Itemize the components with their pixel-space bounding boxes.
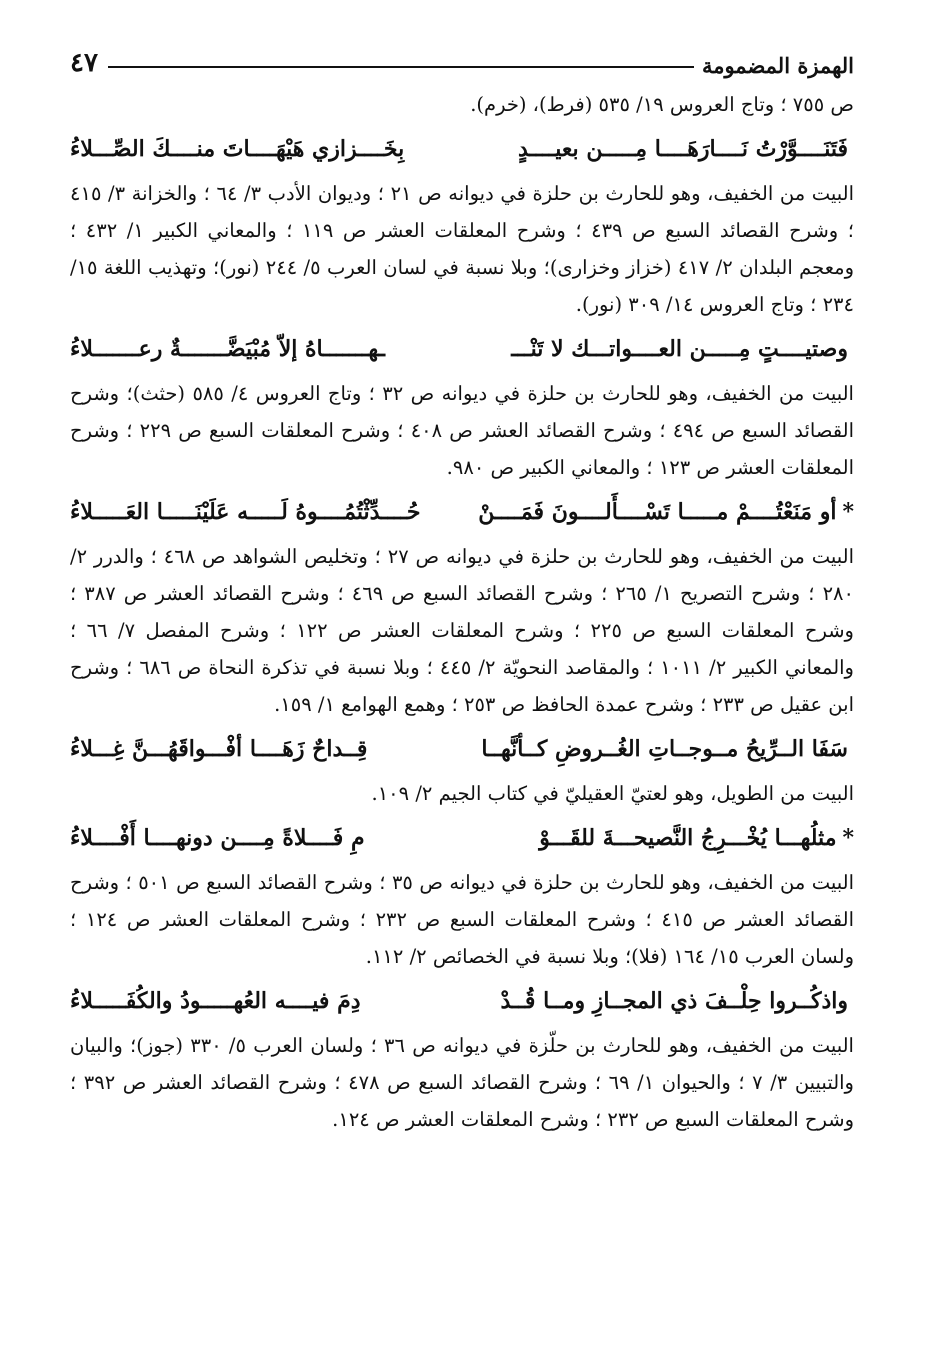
verse-entry — [70, 125, 854, 323]
verse-second-hemistich: دِمَ فيــــه العُهـــــودُ والكُفَـــــلاءُ — [70, 988, 361, 1014]
verse-second-hemistich: بِخَــــزازي هَيْهَــــاتَ منــــكَ الصِّـــلاءُ — [70, 136, 405, 162]
verse-second-hemistich: مِ فَــــلاةً مِــــن دونهــــا أَفْــــلاءُ — [70, 825, 365, 851]
star-marker: * — [842, 499, 854, 525]
verse-commentary: البيت من الخفيف، وهو للحارث بن حلزة في ديوانه ص ٢١ ؛ وديوان الأدب ٣/ ٦٤ ؛ والخزانة ٣/ ٤١٥ ؛ وشرح القصائد السبع ص ٤٣٩ ؛ وشرح المعلقات العشر ص ١١٩ ؛ والمعاني الكبير ١/ ٤٣٢ ؛ ومعجم البلدان ٢/ ٤١٧ (خزاز وخزارى)؛ وبلا نسبة في لسان العرب ٥/ ٢٤٤ (نور)؛ وتهذيب اللغة ١٥/ ٢٣٤ ؛ وتاج العروس ١٤/ ٣٠٩ (نور). — [70, 182, 855, 316]
verse-commentary: البيت من الخفيف، وهو للحارث بن حلزة في ديوانه ص ٢٧ ؛ وتخليص الشواهد ص ٤٦٨ ؛ والدرر ٢/ ٢٨٠ ؛ وشرح التصريح ١/ ٢٦٥ ؛ وشرح القصائد السبع ص ٤٦٩ ؛ وشرح القصائد العشر ص ٣٨٧ ؛ وشرح المعلقات السبع ص ٢٢٥ ؛ وشرح المعلقات العشر ص ١٢٢ ؛ وشرح المفصل ٧/ ٦٦ ؛ والمعاني الكبير ٢/ ١٠١١ ؛ والمقاصد النحويّة ٢/ ٤٤٥ ؛ وبلا نسبة في تذكرة النحاة ص ٦٨٦ ؛ وشرح ابن عقيل ص ٢٣٣ ؛ وشرح عمدة الحافظ ص ٢٥٣ ؛ وهمع الهوامع ١/ ١٥٩. — [70, 545, 854, 716]
verse-entry — [70, 977, 854, 1138]
book-page — [70, 40, 854, 1138]
verse-first-hemistich: فَتَنَــــوَّرْتُ نَــــارَهَــــا مِـــــن بعيــــدٍ — [517, 136, 848, 162]
section-title: الهمزة المضمومة — [701, 53, 854, 78]
verse-second-hemistich: قِــداحٌ زَهَــــا أفْـــواقَهُـــنَّ غِـــلاءُ — [70, 736, 368, 762]
verse-commentary: البيت من الخفيف، وهو للحارث بن حلزة في ديوانه ص ٣٥ ؛ وشرح القصائد السبع ص ٥٠١ ؛ وشرح القصائد العشر ص ٤١٥ ؛ وشرح المعلقات السبع ص ٢٣٢ ؛ وشرح المعلقات العشر ص ١٢٤ ؛ ولسان العرب ١٥/ ١٦٤ (فلا)؛ وبلا نسبة في الخصائص ٢/ ١١٢. — [70, 871, 854, 968]
verse-commentary: البيت من الخفيف، وهو للحارث بن حلزة في ديوانه ص ٣٢ ؛ وتاج العروس ٤/ ٥٨٥ (حثث)؛ وشرح القصائد السبع ص ٤٩٤ ؛ وشرح القصائد العشر ص ٤٠٨ ؛ وشرح المعلقات السبع ص ٢٢٩ ؛ وشرح المعلقات العشر ص ١٢٣ ؛ والمعاني الكبير ص ٩٨٠. — [70, 382, 854, 479]
intro-line: ص ٧٥٥ ؛ وتاج العروس ١٩/ ٥٣٥ (فرط)، (خرم). — [470, 93, 854, 116]
verse-line — [70, 814, 854, 862]
verse-line — [70, 725, 854, 773]
verse-first-hemistich: مثلُهـــا يُخْـــرِجُ النَّصيحـــةَ للقَـــوْ — [539, 825, 837, 851]
verse-first-hemistich: سَفَا الــرِّيحُ مــوجــاتِ الغُــروضِ كــأنَّهــا — [481, 736, 848, 762]
verse-line — [70, 977, 854, 1025]
star-marker: * — [842, 825, 854, 851]
verse-line — [70, 325, 854, 373]
verse-first-hemistich: أو مَنَعْتُــــمْ مـــــا تَسْــــأَلــــونَ فَمَــــنْ — [478, 499, 837, 525]
verse-entry — [70, 325, 854, 486]
verse-commentary: البيت من الخفيف، وهو للحارث بن حلّزة في ديوانه ص ٣٦ ؛ ولسان العرب ٥/ ٣٣٠ (جوز)؛ والبيان والتبيين ٣/ ٧ ؛ والحيوان ١/ ٦٩ ؛ وشرح القصائد السبع ص ٤٧٨ ؛ وشرح القصائد العشر ص ٣٩٢ ؛ وشرح المعلقات السبع ص ٢٣٢ ؛ وشرح المعلقات العشر ص ١٢٤. — [70, 1034, 854, 1131]
verse-line — [70, 125, 854, 173]
verse-entry — [70, 488, 854, 723]
running-header — [70, 40, 854, 78]
header-rule — [108, 66, 694, 68]
verse-line — [70, 488, 854, 536]
verse-commentary: البيت من الطويل، وهو لعتيّ العقيليّ في كتاب الجيم ٢/ ١٠٩. — [371, 782, 854, 805]
page-number: ٤٧ — [70, 48, 98, 78]
verse-second-hemistich: حُــــدِّثْتُمُــــوهُ لَـــــه عَلَيْنَـــــا العَـــــلاءُ — [70, 499, 421, 525]
verse-entry — [70, 814, 854, 975]
verse-first-hemistich: واذكُــروا حِلْــفَ ذي المجــازِ ومــا قُــدْ — [500, 988, 848, 1014]
verse-second-hemistich: ـهـــــــاهُ إلاّ مُبْيَضَّـــــــةٌ رعـــــــلاءُ — [70, 336, 385, 362]
verse-entry — [70, 725, 854, 812]
verse-first-hemistich: وصتيــــتٍ مِـــــن العــــواتـــك لا تَنْـــ — [511, 336, 848, 362]
